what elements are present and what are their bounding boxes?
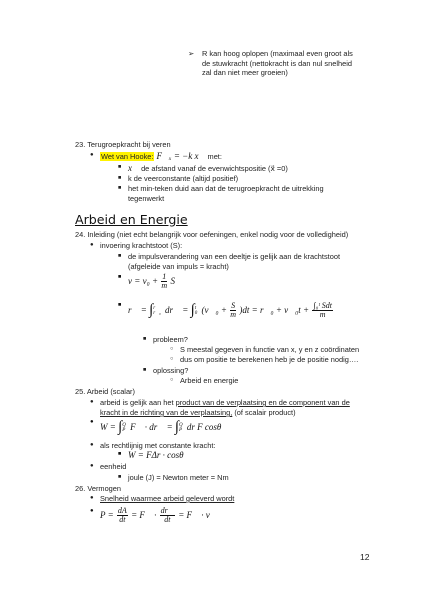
work-definition-line-1: ● arbeid is gelijk aan het product van de verplaatsing en de component van de	[100, 398, 350, 408]
hooke-item-1	[128, 163, 288, 175]
intro-line-2: de stuwkracht (nettokracht is dan nul snelheid	[202, 58, 352, 68]
hooke-met: met:	[207, 152, 222, 161]
hooke-item-3: ■ het min-teken duid aan dat de terugroepkracht de uitrekking	[128, 184, 324, 194]
straight-line-label: ● als rechtlijnig met constante kracht:	[100, 441, 215, 451]
section-24-title: 24. Inleiding (niet echt belangrijk voor oefeningen, enkel nodig voor de volledigheid)	[75, 230, 349, 239]
problem-item-1: ○ S meestal gegeven in functie van x, y en z coördinaten	[180, 345, 359, 355]
hooke-item-3-cont: tegenwerkt	[128, 194, 165, 203]
section-heading: Arbeid en Energie	[75, 212, 188, 227]
section-26-title: 26. Vermogen	[75, 484, 122, 493]
intro-arrow: ➢	[188, 49, 195, 58]
impulse-formula: ■ v = v₀ + $\frac{1}{m}$ S	[128, 273, 175, 291]
hooke-formula: F⃗ₓ = −k x⃗	[156, 151, 206, 161]
position-formula: ■ r⃗ = ∫ r⃗ r⃗₀ dr⃗ = ∫ t 0 (v⃗₀ + $\frac{S}{m}$ )dt = r⃗₀ + v⃗₀t + $\frac{\text{∫₀ᵗ Sdt}}{m}$	[128, 301, 334, 321]
power-definition: ● Snelheid waarmee arbeid geleverd wordt	[100, 494, 234, 504]
power-formula: ● P = $\frac{dA}{dt}$ = F⃗ · $\frac{dr⃗}{dt}$ = F⃗ · v⃗	[100, 507, 217, 525]
section-25-title: 25. Arbeid (scalar)	[75, 387, 135, 396]
work-formula: ● W = ∫ Q P F⃗ · dr⃗ = ∫ Q P dr F cosθ	[100, 418, 221, 438]
section-23-title: 23. Terugroepkracht bij veren	[75, 140, 171, 149]
intro-line-1: R kan hoog oplopen (maximaal even groot als	[202, 49, 353, 58]
page-number: 12	[360, 552, 370, 562]
intro-line-3: zal dan niet meer groeien)	[202, 68, 288, 77]
s24-bullet-1: ● invoering krachtstoot (S):	[100, 241, 182, 251]
s24-bullet-2b: (afgeleide van impuls = kracht)	[128, 262, 229, 271]
s24-bullet-2a: ■ de impulsverandering van een deeltje is gelijk aan de krachtstoot	[128, 252, 340, 262]
hooke-bullet	[100, 151, 222, 163]
hooke-label: Wet van Hooke:	[101, 152, 154, 161]
problem-item-2: ○ dus om positie te berekenen heb je de positie nodig….	[180, 355, 358, 365]
unit-item: ■ joule (J) = Newton meter = Nm	[128, 473, 229, 483]
hooke-item-2: ■ k de veerconstante (altijd positief)	[128, 174, 238, 184]
problem-label: ■ probleem?	[153, 335, 188, 345]
work-definition-line-2: kracht in de richting van de verplaatsing, (of scalair product)	[100, 408, 296, 417]
solution-item-1: ○ Arbeid en energie	[180, 376, 238, 386]
x-vector-symbol: x⃗	[128, 163, 139, 173]
unit-label: ● eenheid	[100, 462, 126, 472]
hooke-item-1-text: de afstand vanaf de evenwichtspositie (x⃗ =0)	[141, 164, 288, 173]
straight-line-formula: ■ W = FΔr · cosθ	[128, 450, 184, 462]
solution-label: ■ oplossing?	[153, 366, 188, 376]
